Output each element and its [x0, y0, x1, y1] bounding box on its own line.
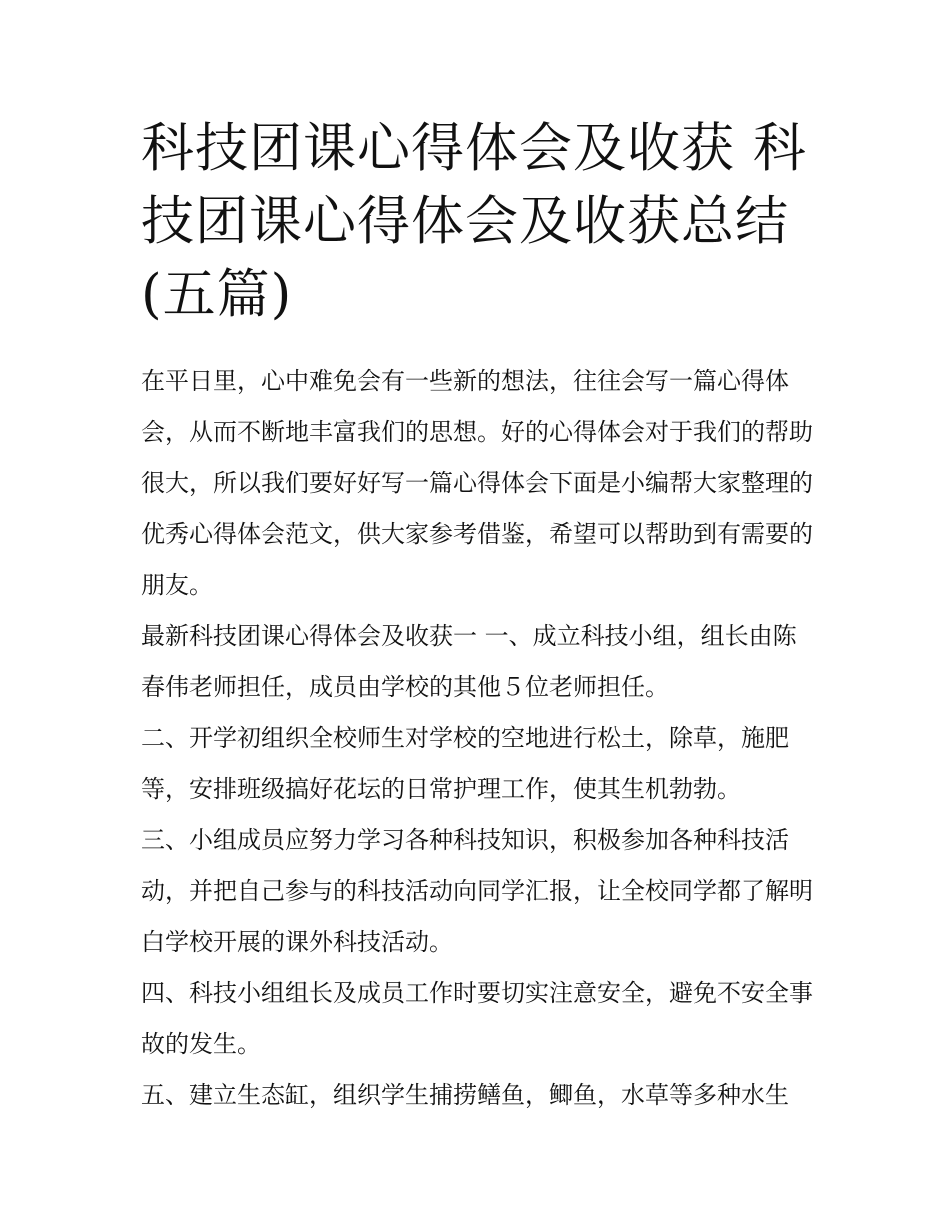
item-five-paragraph: 五、建立生态缸，组织学生捕捞鳝鱼，鲫鱼，水草等多种水生 — [141, 1081, 789, 1109]
section-one-paragraph: 最新科技团课心得体会及收获一 一、成立科技小组，组长由陈春伟老师担任，成员由学校的其他５位老师担任。 — [141, 622, 797, 701]
item-four-paragraph: 四、科技小组组长及成员工作时要切实注意安全，避免不安全事故的发生。 — [141, 979, 813, 1058]
document-body — [141, 356, 813, 1121]
item-three-paragraph: 三、小组成员应努力学习各种科技知识，积极参加各种科技活动，并把自己参与的科技活动向同学汇报，让全校同学都了解明白学校开展的课外科技活动。 — [141, 826, 813, 956]
item-two-paragraph: 二、开学初组织全校师生对学校的空地进行松土，除草，施肥等，安排班级搞好花坛的日常护理工作，使其生机勃勃。 — [141, 724, 789, 803]
document-title: 科技团课心得体会及收获 科技团课心得体会及收获总结(五篇) — [141, 118, 807, 325]
intro-paragraph: 在平日里，心中难免会有一些新的想法，往往会写一篇心得体会，从而不断地丰富我们的思想。好的心得体会对于我们的帮助很大，所以我们要好好写一篇心得体会下面是小编帮大家整理的优秀心得体会范文，供大家参考借鉴，希望可以帮助到有需要的朋友。 — [141, 367, 813, 599]
document-content — [141, 112, 813, 1121]
